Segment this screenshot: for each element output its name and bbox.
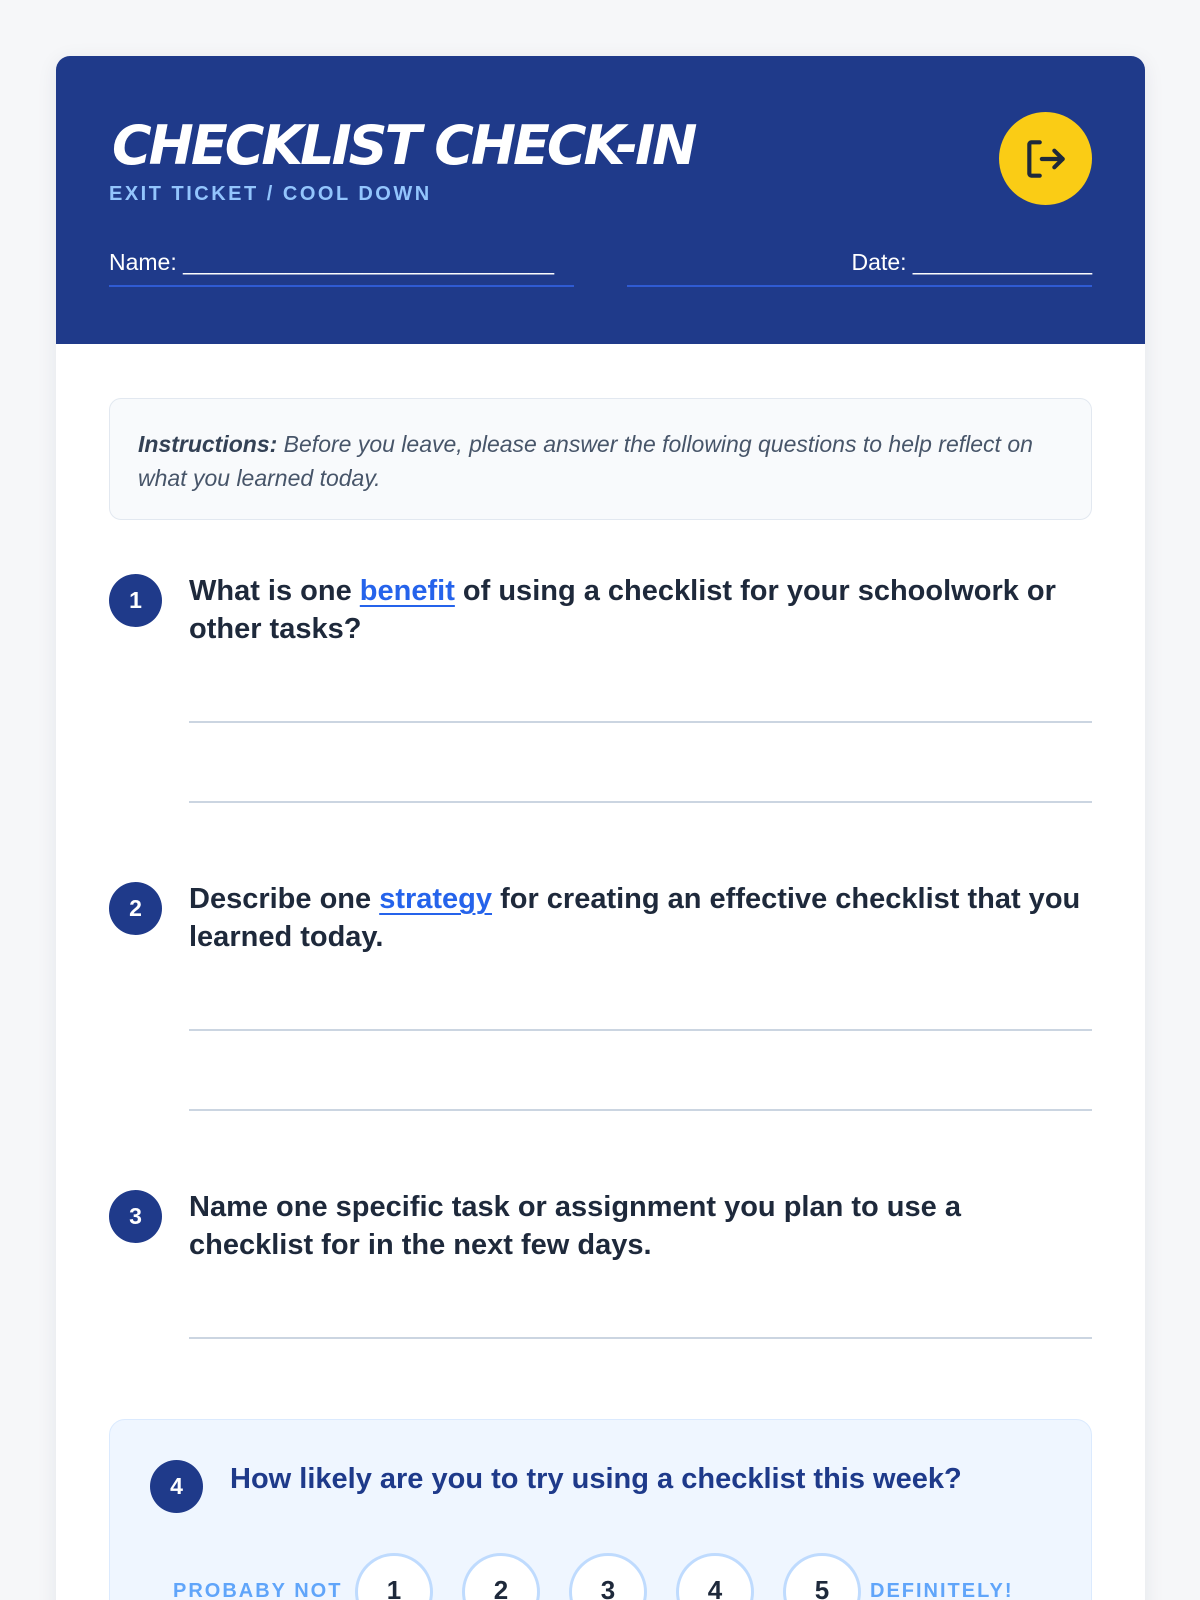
instructions-text: Before you leave, please answer the following questions to help reflect on what you learned today. — [138, 431, 1033, 491]
ticket-header — [56, 56, 1145, 344]
question-2-text-start: Describe one — [189, 883, 380, 915]
question-1-text — [189, 572, 1089, 648]
question-1-text-start: What is one — [189, 575, 360, 607]
scale-low-label: PROBABY NOT — [173, 1580, 343, 1600]
answer-3-line-1[interactable] — [189, 1337, 1092, 1339]
rating-option-4[interactable]: 4 — [676, 1553, 754, 1600]
question-1-number: 1 — [109, 574, 162, 627]
question-2-text-end: for creating an effective checklist that you learned today. — [189, 883, 1081, 953]
page-title: CHECKLIST CHECK-IN — [112, 114, 695, 177]
page-subtitle: EXIT TICKET / COOL DOWN — [109, 183, 432, 205]
question-4-text: How likely are you to try using a checklist this week? — [230, 1463, 962, 1495]
exit-ticket-card — [56, 56, 1145, 1600]
rating-option-3[interactable]: 3 — [569, 1553, 647, 1600]
question-1-text-end: of using a checklist for your schoolwork or other tasks? — [189, 575, 1056, 645]
answer-2-line-2[interactable] — [189, 1109, 1092, 1111]
rating-question-box — [109, 1419, 1092, 1600]
question-1-keyword: benefit — [359, 575, 455, 607]
date-field[interactable]: Date: ______________ — [627, 243, 1092, 287]
exit-button[interactable] — [999, 112, 1092, 205]
question-2-keyword: strategy — [379, 883, 493, 915]
exit-door-arrow-icon — [1021, 134, 1071, 184]
instructions-lead: Instructions: — [138, 431, 278, 457]
answer-1-line-2[interactable] — [189, 801, 1092, 803]
instructions-box — [109, 398, 1092, 520]
question-3-number: 3 — [109, 1190, 162, 1243]
question-3-text: Name one specific task or assignment you plan to use a checklist for in the next few days. — [189, 1191, 961, 1261]
name-field[interactable]: Name: _____________________________ — [109, 243, 574, 287]
scale-high-label: DEFINITELY! — [870, 1580, 1014, 1600]
question-2-text — [189, 880, 1089, 956]
rating-option-1[interactable]: 1 — [355, 1553, 433, 1600]
question-4-number: 4 — [150, 1460, 203, 1513]
answer-1-line-1[interactable] — [189, 721, 1092, 723]
rating-option-5[interactable]: 5 — [783, 1553, 861, 1600]
question-2-number: 2 — [109, 882, 162, 935]
rating-option-2[interactable]: 2 — [462, 1553, 540, 1600]
answer-2-line-1[interactable] — [189, 1029, 1092, 1031]
